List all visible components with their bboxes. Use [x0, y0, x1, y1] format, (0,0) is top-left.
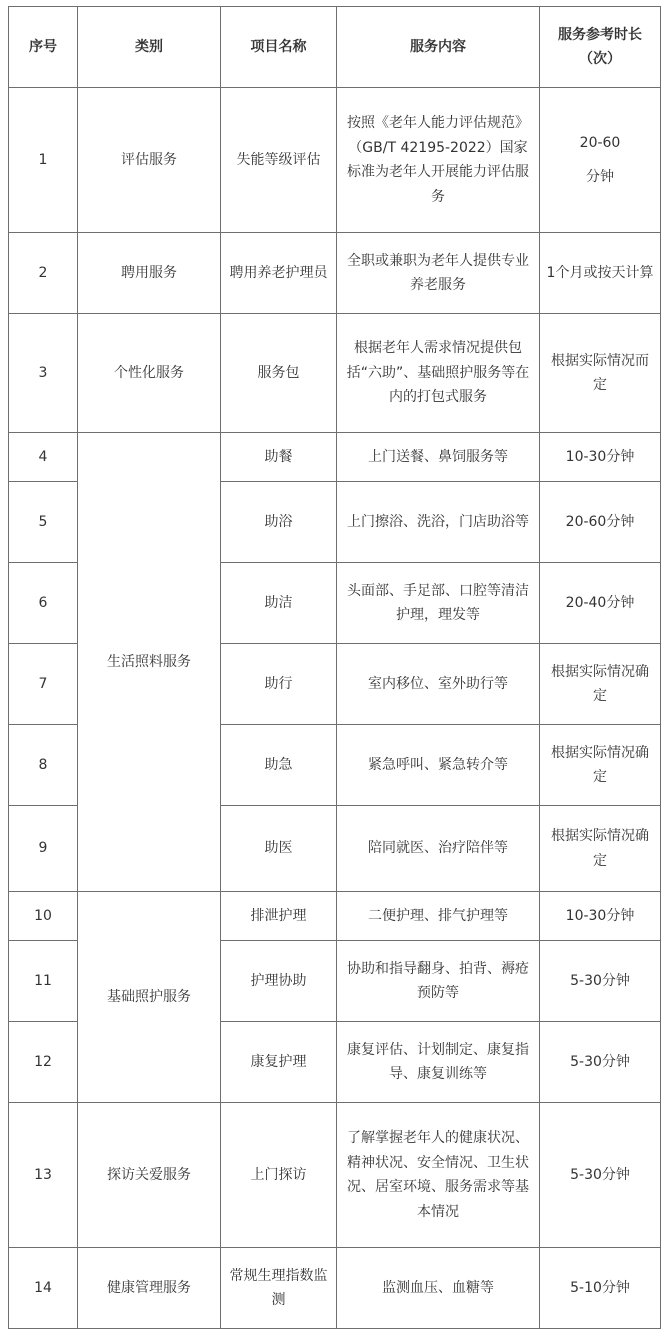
- row-content: 室内移位、室外助行等: [337, 644, 540, 725]
- header-duration: [540, 7, 661, 88]
- row-no: 9: [9, 806, 78, 892]
- row-category: 生活照料服务: [78, 433, 221, 892]
- service-table: [8, 6, 661, 1329]
- header-duration-line2: （次）: [579, 51, 621, 67]
- row-item: 聘用养老护理员: [221, 233, 337, 314]
- row-item: 排泄护理: [221, 892, 337, 941]
- row-duration: 5-10分钟: [540, 1248, 661, 1329]
- table-row: [9, 88, 661, 233]
- row-duration: 根据实际情况确定: [540, 644, 661, 725]
- row-item: 康复护理: [221, 1022, 337, 1103]
- row-category: 聘用服务: [78, 233, 221, 314]
- row-no: 3: [9, 314, 78, 433]
- row-item: 助浴: [221, 482, 337, 563]
- row-no: 14: [9, 1248, 78, 1329]
- row-content: 全职或兼职为老年人提供专业养老服务: [337, 233, 540, 314]
- row-no: 6: [9, 563, 78, 644]
- row-item: 常规生理指数监测: [221, 1248, 337, 1329]
- table-header-row: [9, 7, 661, 88]
- row-item: 助洁: [221, 563, 337, 644]
- row-duration: 10-30分钟: [540, 433, 661, 482]
- row-content: 头面部、手足部、口腔等清洁护理，理发等: [337, 563, 540, 644]
- table-row: [9, 892, 661, 941]
- row-item: 助餐: [221, 433, 337, 482]
- row-content: 了解掌握老年人的健康状况、精神状况、安全情况、卫生状况、居室环境、服务需求等基本情况: [337, 1103, 540, 1248]
- row-no: 13: [9, 1103, 78, 1248]
- row-content: 康复评估、计划制定、康复指导、康复训练等: [337, 1022, 540, 1103]
- row-content: 紧急呼叫、紧急转介等: [337, 725, 540, 806]
- table-row: [9, 433, 661, 482]
- header-content: 服务内容: [337, 7, 540, 88]
- row-category: 健康管理服务: [78, 1248, 221, 1329]
- row-category: 基础照护服务: [78, 892, 221, 1103]
- row-no: 10: [9, 892, 78, 941]
- row-duration: [540, 88, 661, 233]
- table-row: [9, 1248, 661, 1329]
- row-duration-range: 20-60: [579, 134, 621, 151]
- row-duration: 根据实际情况确定: [540, 806, 661, 892]
- row-item: 护理协助: [221, 941, 337, 1022]
- row-duration: 5-30分钟: [540, 1103, 661, 1248]
- row-category: 个性化服务: [78, 314, 221, 433]
- row-no: 4: [9, 433, 78, 482]
- row-item: 上门探访: [221, 1103, 337, 1248]
- table-row: [9, 233, 661, 314]
- row-duration: 20-40分钟: [540, 563, 661, 644]
- row-duration: 1个月或按天计算: [540, 233, 661, 314]
- row-duration: 5-30分钟: [540, 941, 661, 1022]
- row-duration: 根据实际情况而定: [540, 314, 661, 433]
- row-item: 失能等级评估: [221, 88, 337, 233]
- row-content: 二便护理、排气护理等: [337, 892, 540, 941]
- row-item: 助急: [221, 725, 337, 806]
- row-duration: 10-30分钟: [540, 892, 661, 941]
- table-row: [9, 314, 661, 433]
- row-content: 监测血压、血糖等: [337, 1248, 540, 1329]
- row-category: 探访关爱服务: [78, 1103, 221, 1248]
- row-item: 助行: [221, 644, 337, 725]
- row-item: 助医: [221, 806, 337, 892]
- row-no: 7: [9, 644, 78, 725]
- header-category: 类别: [78, 7, 221, 88]
- row-duration-unit: 分钟: [586, 169, 614, 185]
- row-no: 8: [9, 725, 78, 806]
- table-row: [9, 1103, 661, 1248]
- row-duration: 根据实际情况确定: [540, 725, 661, 806]
- row-item: 服务包: [221, 314, 337, 433]
- row-no: 5: [9, 482, 78, 563]
- row-no: 12: [9, 1022, 78, 1103]
- row-content: 上门送餐、鼻饲服务等: [337, 433, 540, 482]
- row-no: 1: [9, 88, 78, 233]
- row-category: 评估服务: [78, 88, 221, 233]
- row-content: 协助和指导翻身、拍背、褥疮预防等: [337, 941, 540, 1022]
- row-no: 2: [9, 233, 78, 314]
- header-item: 项目名称: [221, 7, 337, 88]
- row-content: 上门擦浴、洗浴，门店助浴等: [337, 482, 540, 563]
- row-content: 根据老年人需求情况提供包括“六助”、基础照护服务等在内的打包式服务: [337, 314, 540, 433]
- row-no: 11: [9, 941, 78, 1022]
- header-duration-line1: 服务参考时长: [558, 26, 642, 43]
- row-duration: 20-60分钟: [540, 482, 661, 563]
- row-content: 陪同就医、治疗陪伴等: [337, 806, 540, 892]
- row-duration: 5-30分钟: [540, 1022, 661, 1103]
- header-no: 序号: [9, 7, 78, 88]
- row-content: 按照《老年人能力评估规范》（GB/T 42195-2022）国家标准为老年人开展能力评估服务: [337, 88, 540, 233]
